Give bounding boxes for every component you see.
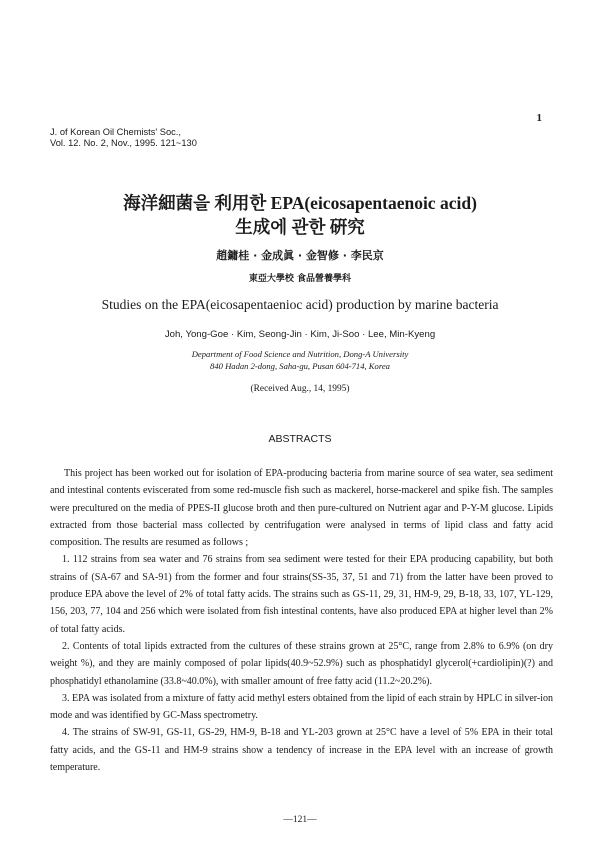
department-address <box>0 348 600 372</box>
journal-citation <box>50 127 197 149</box>
korean-title-line-2: 生成에 관한 硏究 <box>235 217 365 237</box>
english-title: Studies on the EPA(eicosapentaenioc acid) production by marine bacteria <box>101 297 499 312</box>
korean-title-line-1: 海洋細菌을 利用한 EPA(eicosapentaenoic acid) <box>123 193 477 213</box>
page-footer-number: —121— <box>283 815 317 825</box>
abstract-paragraph-2: 2. Contents of total lipids extracted from the cultures of these strains grown at 25°C, range from 2.8% to 6.9% (on dry weight %), and they are mainly composed of polar lipids(40.9~52.9%) such as phosphatidyl glycerol(+cardiolipin)(?) and phosphatidyl ethanolamine (33.8~40.0%), with smaller amount of free fatty acid (11.2~20.2%). <box>50 640 553 687</box>
korean-title <box>0 191 600 239</box>
abstract-paragraph-1: 1. 112 strains from sea water and 76 strains from sea sediment were tested for their EPA producing capability, but both strains of (SA-67 and SA-91) from the former and four strains(SS-35, 37, 51 and 71) from the latter have been proved to produce EPA above the level of 2% of total fatty acids. The strains such as GS-11, 29, 31, HM-9, 29, B-18, 33, 107, YL-129, 156, 203, 77, 104 and 256 which were isolated from fish intestinal contents, have also produced EPA at higher level than 2% of total fatty acids. <box>50 554 553 635</box>
english-authors: Joh, Yong-Goe · Kim, Seong-Jin · Kim, Ji-Soo · Lee, Min-Kyeng <box>164 329 436 340</box>
received-date: (Received Aug., 14, 1995) <box>250 384 350 394</box>
abstract-body <box>50 465 553 776</box>
korean-affiliation: 東亞大學校 食品營養學科 <box>248 274 352 284</box>
journal-line-1: J. of Korean Oil Chemists' Soc., <box>50 127 181 137</box>
abstract-paragraph-3: 3. EPA was isolated from a mixture of fatty acid methyl esters obtained from the lipid of each strain by HPLC in silver-ion mode and was identified by GC-Mass spectrometry. <box>50 692 553 722</box>
department-line-1: Department of Food Science and Nutrition, Dong-A University <box>191 349 409 359</box>
abstract-paragraph-intro: This project has been worked out for isolation of EPA-producing bacteria from marine source of sea water, sea sediment and intestinal contents eviscerated from some red-muscle fish such as mackerel, horse-mackerel and spike fish. The samples were precultured on the media of PPES-II glucose broth and then pure-cultured on Nutrient agar and P-Y-M glucose. Lipids extracted from those bacterial mass collected by centrifugation were analysed in terms of lipid class and fatty acid composition. The results are resumed as follows ; <box>50 468 553 549</box>
abstract-paragraph-4: 4. The strains of SW-91, GS-11, GS-29, HM-9, B-18 and YL-203 grown at 25°C have a level of 5% EPA in their total fatty acids, and the GS-11 and HM-9 strains show a tendency of increase in the EPA level with an increase of growth temperature. <box>50 727 553 774</box>
abstract-heading: ABSTRACTS <box>268 433 332 445</box>
page-number-top: 1 <box>536 112 542 124</box>
korean-authors: 趙鏞桂 · 金成眞 · 金智修 · 李民京 <box>216 249 384 262</box>
journal-line-2: Vol. 12. No. 2, Nov., 1995. 121~130 <box>50 138 197 148</box>
department-line-2: 840 Hadan 2-dong, Saha-gu, Pusan 604-714, Korea <box>210 361 390 371</box>
